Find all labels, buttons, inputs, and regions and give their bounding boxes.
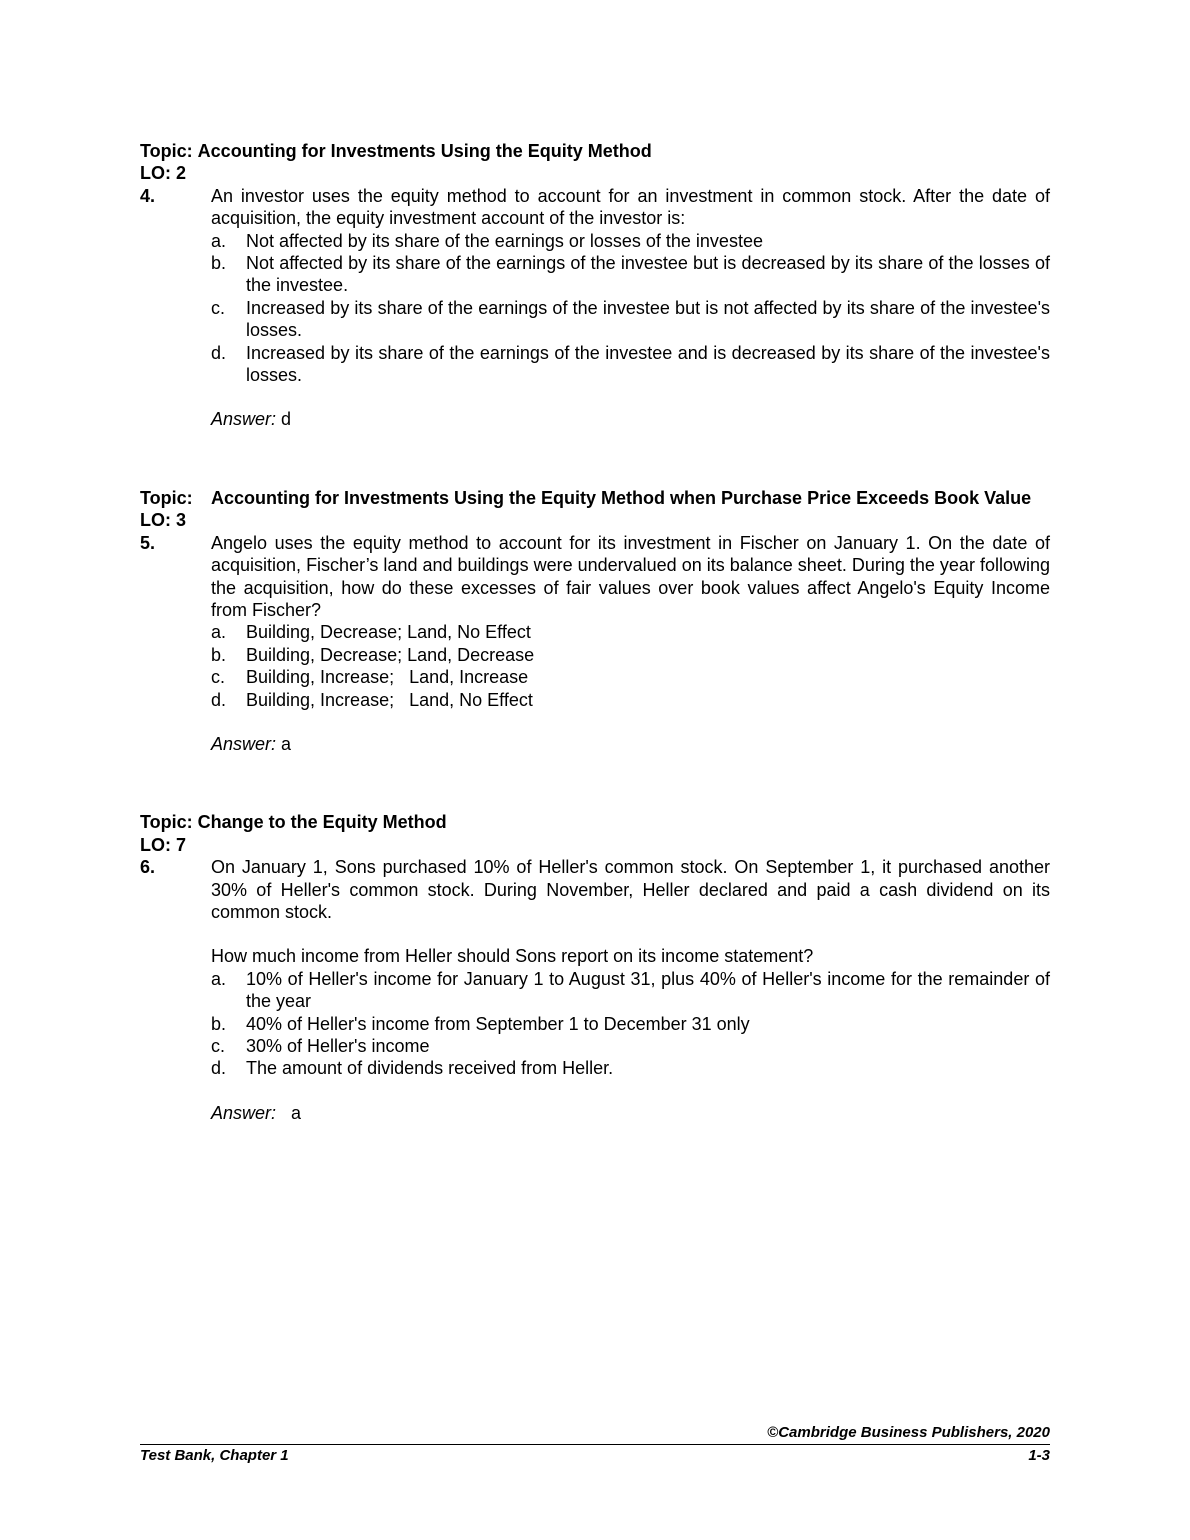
choice-text: Building, Increase; Land, Increase — [246, 667, 529, 688]
choice-letter: b. — [211, 253, 227, 274]
chapter-label: Test Bank, Chapter 1 — [140, 1447, 289, 1464]
learning-objective: LO: 2 — [140, 163, 187, 184]
choice-item — [211, 621, 1050, 643]
learning-objective: LO: 7 — [140, 834, 187, 855]
copyright-notice: ©Cambridge Business Publishers, 2020 — [767, 1424, 1050, 1441]
choice-text: Not affected by its share of the earnings or losses of the investee — [246, 230, 763, 251]
choice-list — [211, 230, 1050, 387]
choice-item — [211, 968, 1050, 1013]
choice-text: The amount of dividends received from Heller. — [246, 1058, 614, 1079]
choice-item — [211, 1035, 1050, 1057]
page-footer — [140, 1424, 1050, 1465]
learning-objective: LO: 3 — [140, 510, 187, 531]
choice-item — [211, 342, 1050, 387]
choice-letter: a. — [211, 968, 227, 989]
answer-line — [211, 733, 1050, 755]
choice-letter: d. — [211, 1058, 227, 1079]
question-5 — [140, 487, 1050, 755]
answer-value: a — [281, 1102, 302, 1123]
choice-text: Building, Decrease; Land, No Effect — [246, 622, 531, 643]
choice-text: Building, Increase; Land, No Effect — [246, 689, 533, 710]
answer-label: Answer: — [211, 1102, 277, 1123]
answer-line — [211, 408, 1050, 430]
choice-item — [211, 1013, 1050, 1035]
choice-item — [211, 644, 1050, 666]
choice-list — [211, 968, 1050, 1080]
answer-label: Answer: — [211, 733, 277, 754]
choice-item — [211, 230, 1050, 252]
choice-letter: b. — [211, 1013, 227, 1034]
question-4 — [140, 140, 1050, 431]
question-number: 5. — [140, 532, 156, 553]
answer-value: d — [281, 409, 292, 430]
topic-label: Topic: — [140, 141, 193, 161]
topic-label: Topic: — [140, 812, 193, 833]
choice-letter: c. — [211, 297, 226, 318]
choice-text: Increased by its share of the earnings of the investee but is not affected by its share of the investee's losses. — [246, 297, 1050, 341]
choice-letter: b. — [211, 644, 227, 665]
topic-heading — [140, 487, 1050, 509]
topic-title: Accounting for Investments Using the Equity Method — [197, 141, 652, 161]
page-number: 1-3 — [1028, 1447, 1050, 1464]
question-number: 6. — [140, 857, 156, 878]
page-content — [140, 140, 1050, 1124]
question-6 — [140, 811, 1050, 1124]
choice-text: 10% of Heller's income for January 1 to August 31, plus 40% of Heller's income for the remainder of the year — [246, 968, 1050, 1012]
choice-item — [211, 666, 1050, 688]
choice-text: Building, Decrease; Land, Decrease — [246, 644, 535, 665]
choice-item — [211, 297, 1050, 342]
choice-letter: c. — [211, 667, 226, 688]
answer-label: Answer: — [211, 409, 277, 430]
answer-line — [211, 1102, 1050, 1124]
choice-letter: a. — [211, 622, 227, 643]
choice-text: 30% of Heller's income — [246, 1036, 430, 1056]
question-stem: Angelo uses the equity method to account for its investment in Fischer on January 1. On the date of acquisition, Fischer’s land and buildings were undervalued on its balance sheet. During the year following the acquisition, how do these excesses of fair values over book values affect Angelo's Equity Income from Fischer? — [211, 532, 1050, 620]
answer-value: a — [281, 733, 292, 754]
choice-text: 40% of Heller's income from September 1 to December 31 only — [246, 1013, 750, 1034]
choice-text: Increased by its share of the earnings of the investee and is decreased by its share of the investee's losses. — [246, 342, 1050, 386]
question-stem: On January 1, Sons purchased 10% of Heller's common stock. On September 1, it purchased another 30% of Heller's common stock. During November, Heller declared and paid a cash dividend on its common stock. — [211, 857, 1050, 922]
choice-item — [211, 689, 1050, 711]
topic-heading — [140, 140, 1050, 162]
choice-item — [211, 1057, 1050, 1079]
choice-letter: d. — [211, 689, 227, 710]
topic-title: Change to the Equity Method — [197, 812, 447, 833]
choice-letter: a. — [211, 230, 227, 251]
question-prompt: How much income from Heller should Sons report on its income statement? — [211, 946, 814, 967]
question-number: 4. — [140, 185, 156, 206]
choice-text: Not affected by its share of the earnings of the investee but is decreased by its share of the losses of the investee. — [246, 253, 1050, 296]
choice-letter: d. — [211, 342, 227, 363]
topic-heading — [140, 811, 1050, 833]
question-stem: An investor uses the equity method to account for an investment in common stock. After the date of acquisition, the equity investment account of the investor is: — [211, 185, 1050, 229]
topic-title: Accounting for Investments Using the Equity Method when Purchase Price Exceeds Book Value — [211, 487, 1032, 508]
choice-list — [211, 621, 1050, 711]
choice-letter: c. — [211, 1036, 226, 1056]
choice-item — [211, 252, 1050, 297]
topic-label: Topic: — [140, 487, 193, 508]
